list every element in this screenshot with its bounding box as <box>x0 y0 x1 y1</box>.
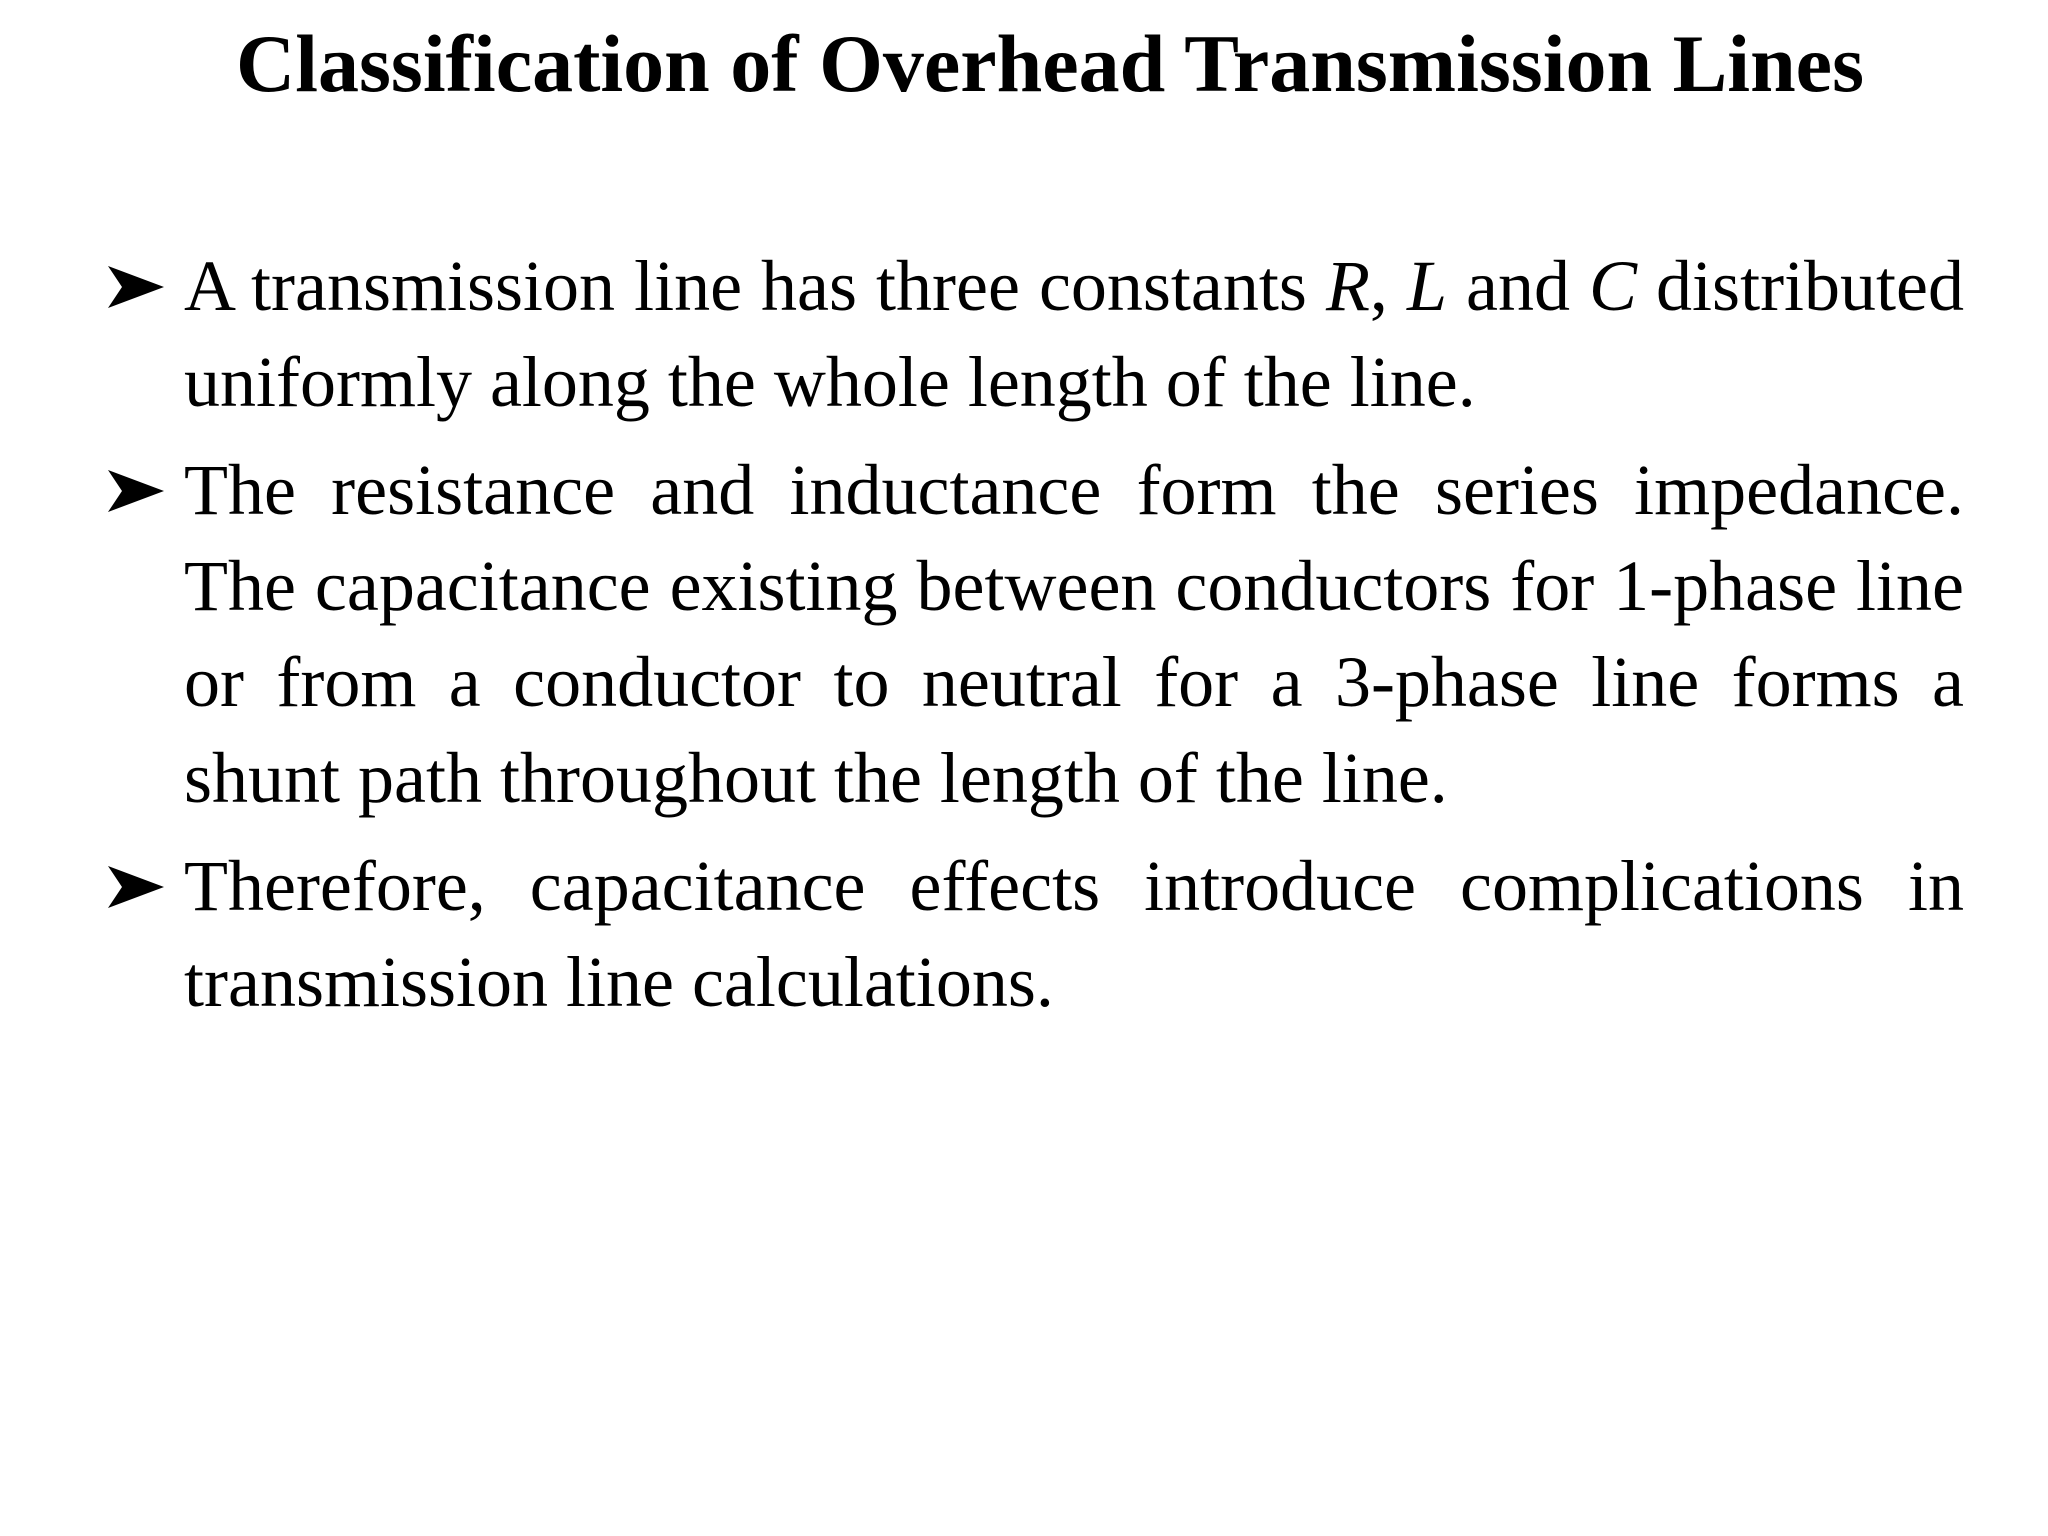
bullet-text: The resistance and inductance form the series impedance. The capacitance existing between conductors for 1-phase line or from a conductor to neutral for a 3-phase line forms a shunt path throughout the length of the line. <box>184 450 1964 818</box>
bullet-text: Therefore, capacitance effects introduce complications in transmission line calculations. <box>184 846 1964 1022</box>
arrowhead-bullet-icon <box>108 266 164 308</box>
bullet-text-part: A transmission line has three constants <box>184 246 1326 326</box>
bullet-text-part: distributed uniformly along the whole length of the line. <box>184 246 1965 422</box>
variable-r: R <box>1325 246 1370 326</box>
variable-c: C <box>1589 246 1638 326</box>
bullet-item-constants <box>108 238 1964 430</box>
slide-title: Classification of Overhead Transmission Lines <box>236 18 1864 109</box>
bullet-text-part: and <box>1447 246 1589 326</box>
bullet-list <box>108 238 1964 1030</box>
arrowhead-bullet-icon <box>108 470 164 512</box>
bullet-item-impedance <box>108 442 1964 826</box>
arrowhead-bullet-icon <box>108 866 164 908</box>
bullet-item-complications <box>108 838 1964 1030</box>
variable-l: L <box>1406 246 1447 326</box>
bullet-text-part: , <box>1369 246 1407 326</box>
